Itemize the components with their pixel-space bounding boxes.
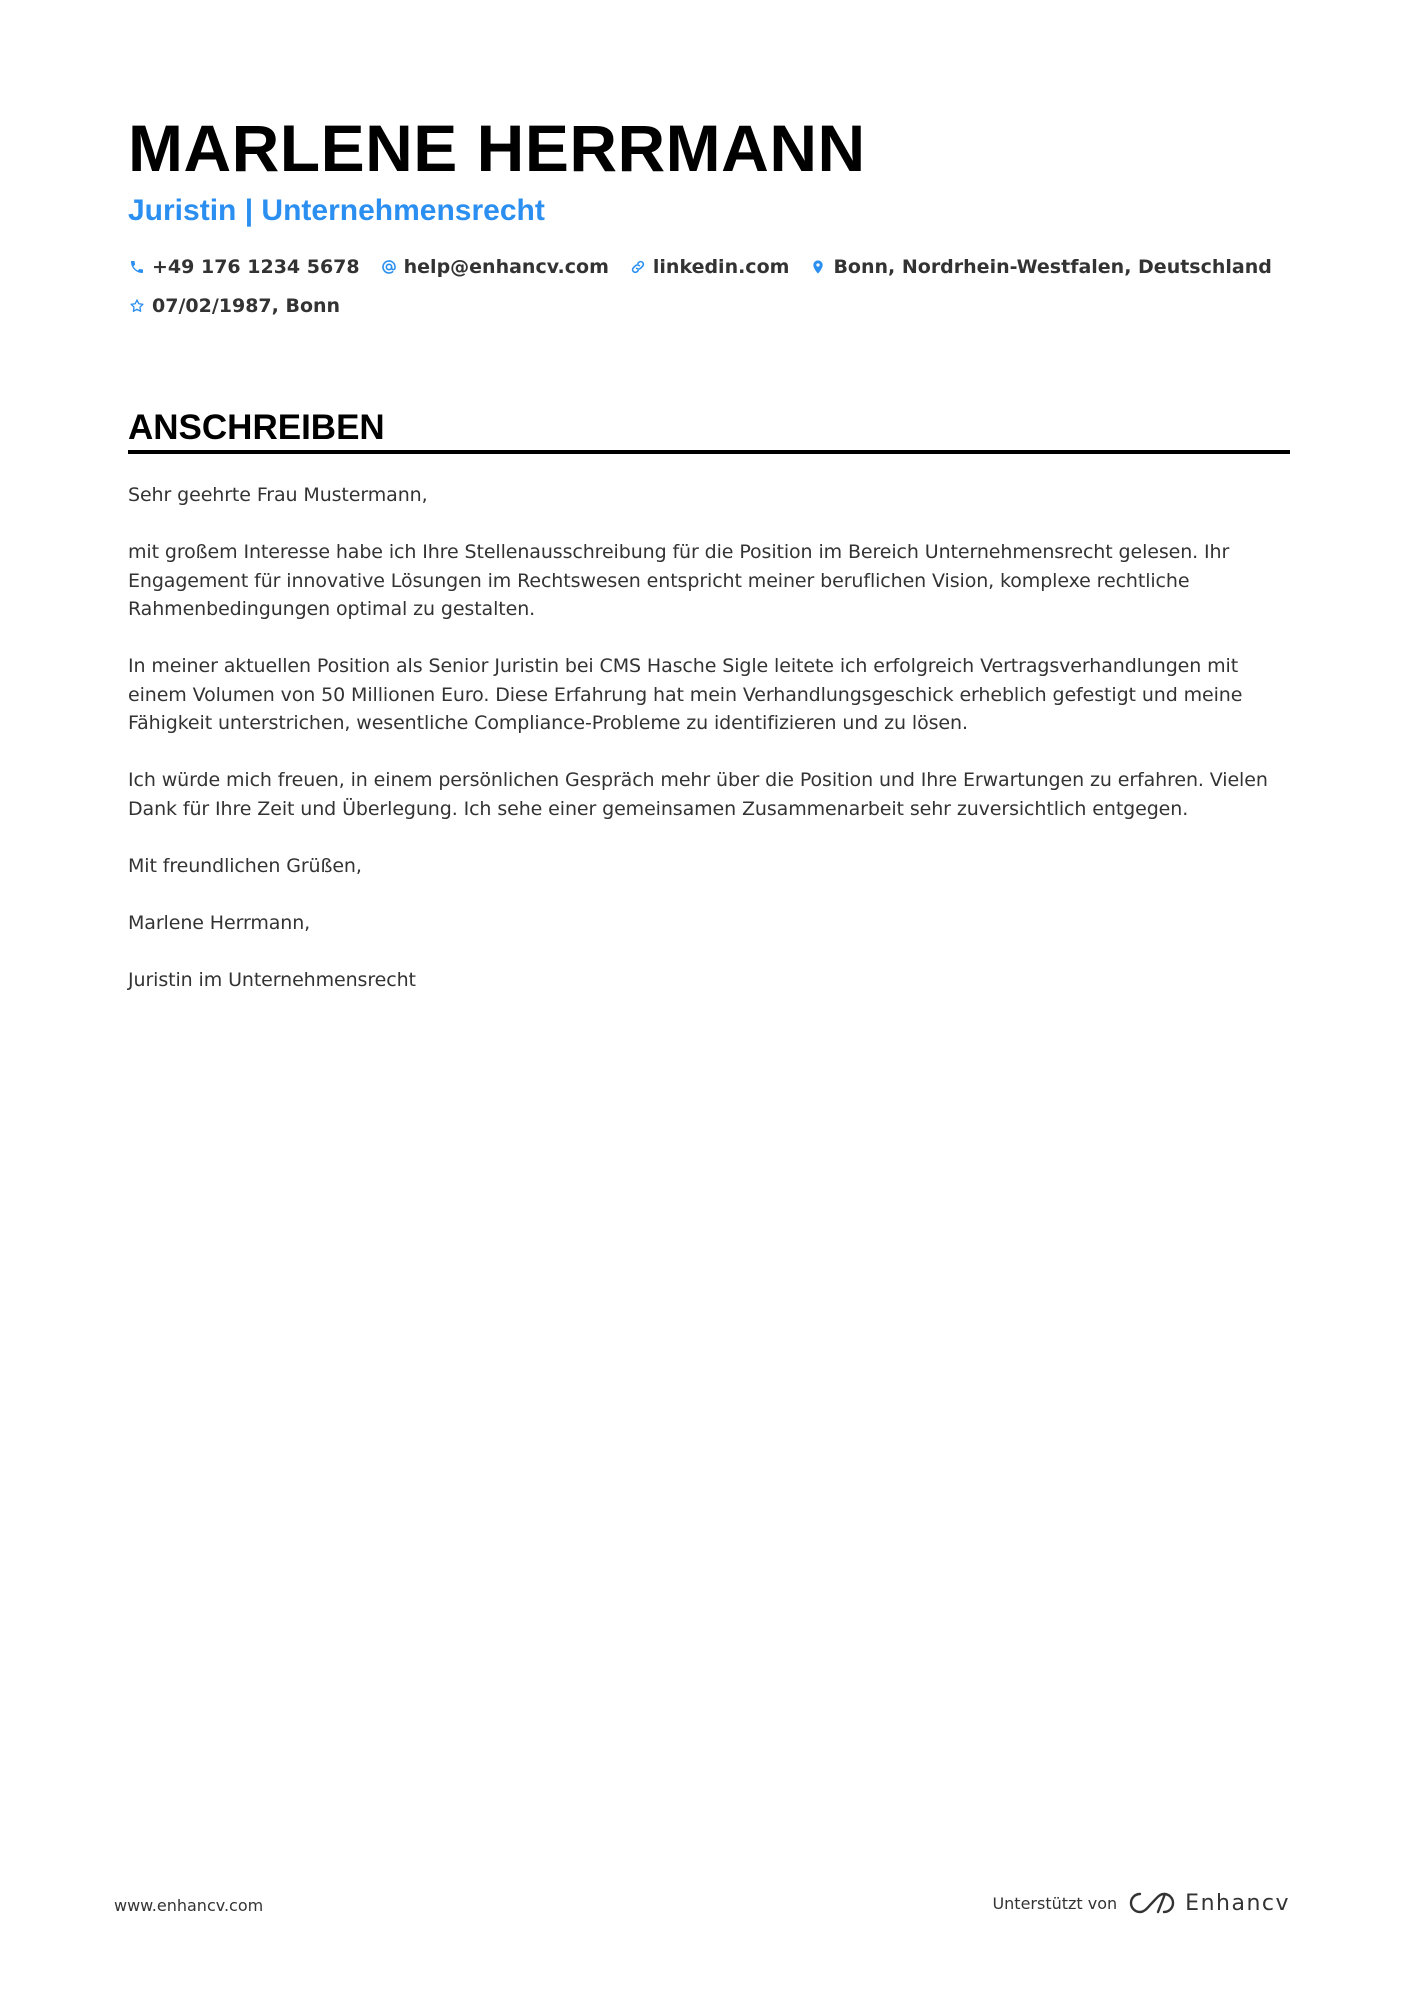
footer-url[interactable]: www.enhancv.com (114, 1896, 264, 1915)
map-pin-icon (809, 258, 827, 276)
letter-paragraph: Ich würde mich freuen, in einem persönlichen Gespräch mehr über die Position und Ihre Erwartungen zu erfahren. Vielen Dank für Ihre Zeit und Überlegung. Ich sehe einer gemeinsamen Zusammenarbeit sehr zuversichtlich entgegen. (128, 769, 1268, 820)
powered-by-label: Unterstützt von (992, 1893, 1118, 1913)
letter-salutation: Sehr geehrte Frau Mustermann, (128, 484, 428, 506)
enhancv-brand: Enhancv (1185, 1890, 1290, 1916)
linkedin-text: linkedin.com (652, 256, 790, 278)
at-icon (380, 258, 398, 276)
star-icon (128, 297, 146, 315)
birth-text: 07/02/1987, Bonn (152, 295, 341, 317)
contact-location (809, 256, 1271, 278)
location-text: Bonn, Nordrhein-Westfalen, Deutschland (833, 256, 1272, 278)
contact-linkedin[interactable] (629, 256, 790, 278)
email-text: help@enhancv.com (403, 256, 609, 278)
contact-row-2 (128, 292, 1298, 320)
link-icon (629, 258, 647, 276)
enhancv-logo-icon (1129, 1890, 1175, 1916)
letter-body (128, 481, 1293, 1023)
letter-paragraph: mit großem Interesse habe ich Ihre Stellenausschreibung für die Position im Bereich Unternehmensrecht gelesen. Ihr Engagement für innovative Lösungen im Rechtswesen entspricht meiner beruflichen Vision, komplexe rechtliche Rahmenbedingungen optimal zu gestalten. (128, 541, 1230, 620)
signature-title: Juristin im Unternehmensrecht (128, 968, 416, 991)
contact-info (128, 253, 1298, 331)
contact-phone (128, 256, 360, 278)
contact-row-1 (128, 253, 1298, 281)
contact-birth (128, 295, 340, 317)
letter-closing: Mit freundlichen Grüßen, (128, 854, 362, 877)
letter-paragraph: In meiner aktuellen Position als Senior Juristin bei CMS Hasche Sigle leitete ich erfolgreich Vertragsverhandlungen mit einem Volumen von 50 Millionen Euro. Diese Erfahrung hat mein Verhandlungsgeschick erheblich gefestigt und meine Fähigkeit unterstrichen, wesentliche Compliance-Probleme zu identifizieren und zu lösen. (128, 655, 1243, 734)
candidate-name: MARLENE HERRMANN (128, 111, 866, 185)
candidate-role: Juristin | Unternehmensrecht (128, 194, 545, 227)
phone-text: +49 176 1234 5678 (152, 256, 360, 278)
section-divider (128, 450, 1290, 454)
footer-powered-by[interactable] (992, 1890, 1290, 1916)
contact-email[interactable] (380, 256, 609, 278)
section-title: ANSCHREIBEN (128, 408, 385, 447)
signature-name: Marlene Herrmann, (128, 911, 311, 934)
phone-icon (128, 258, 146, 276)
